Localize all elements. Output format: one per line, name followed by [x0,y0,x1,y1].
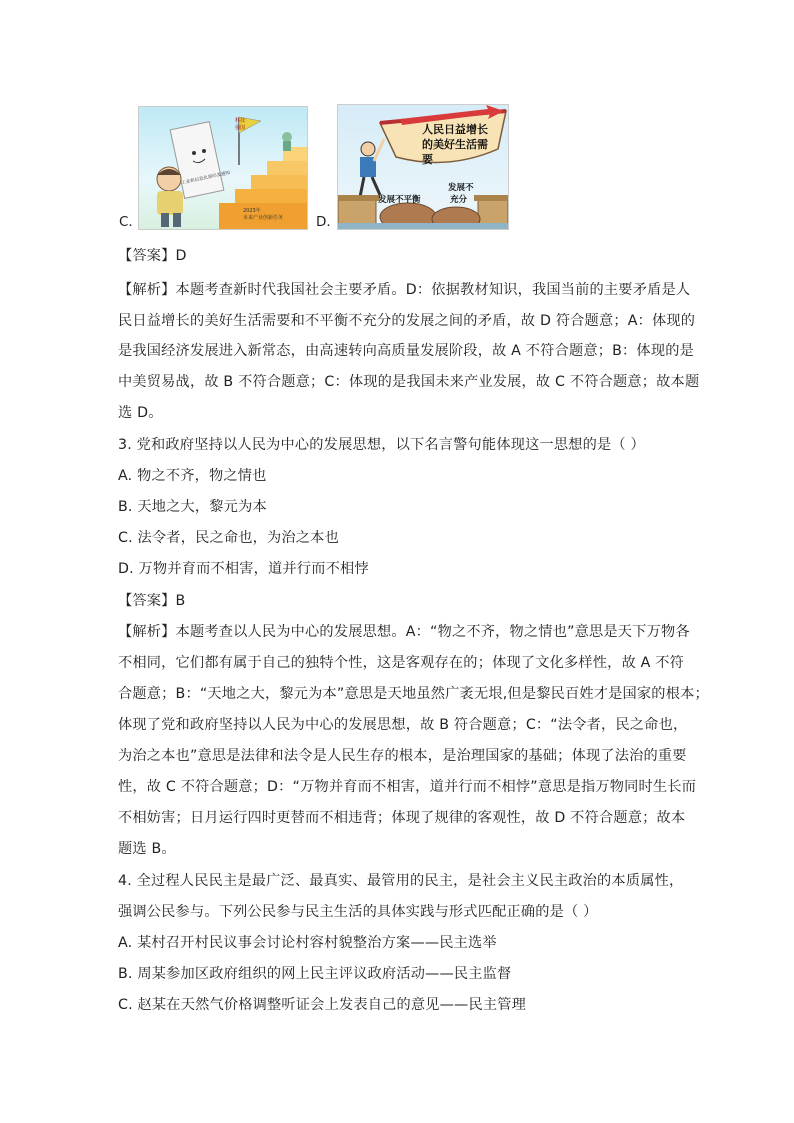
question-3-stem: 3. 党和政府坚持以人民为中心的发展思想，以下名言警句能体现这一思想的是（ ） [118,437,645,453]
question-4-option-c: C. 赵某在天然气价格调整听证会上发表自己的意见——民主管理 [118,997,526,1013]
analysis-q3-line: 性，故 C 不符合题意；D：“万物并育而不相害，道并行而不相悖”意思是指万物同时生长而 [118,779,697,795]
analysis-q3-line: 为治之本也”意思是法律和法令是人民生存的根本，是治理国家的基础；体现了法治的重要 [118,748,687,764]
analysis-q2-line: 是我国经济发展进入新常态，由高速转向高质量发展阶段，故 A 不符合题意；B：体现的是 [118,343,694,359]
answer-q3: 【答案】B [118,593,186,609]
analysis-q3-line: 合题意；B：“天地之大，黎元为本”意思是天地虽然广袤无垠,但是黎民百姓才是国家的根本； [118,686,709,702]
question-4-option-b: B. 周某参加区政府组织的网上民主评议政府活动——民主监督 [118,966,512,982]
analysis-q3-line: 不相同，它们都有属于自己的独特个性，这是客观存在的；体现了文化多样性，故 A 不符 [118,655,685,671]
bowl-text-line-2: 的美好生活需 [422,138,488,151]
question-3-option-d: D. 万物并育而不相害，道并行而不相悖 [118,561,369,577]
analysis-q2-line: 中美贸易战，故 B 不符合题意；C：体现的是我国未来产业发展，故 C 不符合题意；故本题 [118,374,700,390]
question-3-option-b: B. 天地之大，黎元为本 [118,499,267,515]
question-3-option-c: C. 法令者，民之命也，为治之本也 [118,530,339,546]
question-4-stem: 4. 全过程人民民主是最广泛、最真实、最管用的民主，是社会主义民主政治的本质属性， [118,873,684,889]
analysis-q2-line: 选 D。 [118,405,163,421]
answer-q2: 【答案】D [118,248,187,264]
analysis-q3-line: 【解析】本题考查以人民为中心的发展思想。A：“物之不齐，物之情也”意思是天下万物各 [118,624,690,640]
question-3-option-a: A. 物之不齐，物之情也 [118,468,267,484]
rock-left-text: 发展不平衡 [378,195,421,205]
rock-right-text-1: 发展不 [448,183,474,193]
analysis-q2-line: 【解析】本题考查新时代我国社会主要矛盾。D：依据教材知识，我国当前的主要矛盾是人 [118,282,691,298]
analysis-q3-line: 题选 B。 [118,841,176,857]
option-c-label: C. [119,214,133,230]
book-text: 工业和信息化部印发通知 [181,170,231,187]
flag-text: 科技 强国 [235,118,246,131]
step-text: 2023年 未来产业创新任务 [243,208,284,221]
bowl-text-line-3: 要 [422,153,433,166]
bowl-text-line-1: 人民日益增长 [422,123,488,136]
analysis-q2-line: 民日益增长的美好生活需要和不平衡不充分的发展之间的矛盾，故 D 符合题意；A：体现的 [118,313,696,329]
option-d-cartoon [337,104,509,230]
option-c-cartoon [138,106,308,230]
analysis-q3-line: 不相妨害；日月运行四时更替而不相违背；体现了规律的客观性，故 D 不符合题意；故本 [118,810,686,826]
analysis-q3-line: 体现了党和政府坚持以人民为中心的发展思想，故 B 符合题意；C：“法令者，民之命也， [118,717,688,733]
rock-right-text-2: 充分 [450,195,468,205]
question-4-option-a: A. 某村召开村民议事会讨论村容村貌整治方案——民主选举 [118,935,497,951]
option-d-label: D. [316,214,331,230]
question-4-stem: 强调公民参与。下列公民参与民主生活的具体实践与形式匹配正确的是（ ） [118,904,598,920]
